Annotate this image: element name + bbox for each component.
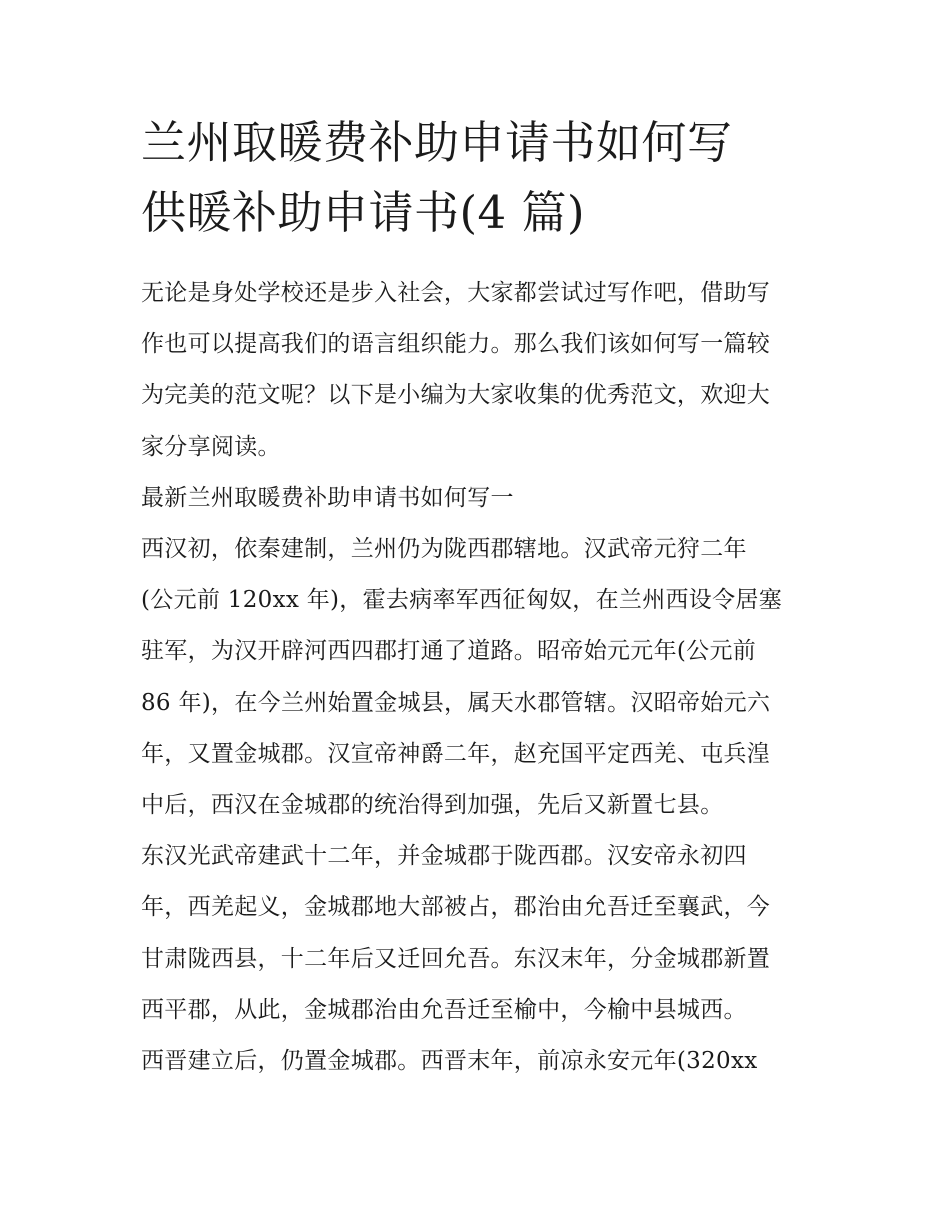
document-body <box>141 268 813 1087</box>
section-heading: 最新兰州取暖费补助申请书如何写一 <box>141 484 514 511</box>
body-line: 86 年)，在今兰州始置金城县，属天水郡管辖。汉昭帝始元六 <box>141 689 771 716</box>
body-line: 年，西羌起义，金城郡地大部被占，郡治由允吾迁至襄武，今 <box>141 894 771 921</box>
body-line: 无论是身处学校还是步入社会，大家都尝试过写作吧，借助写 <box>141 280 771 306</box>
document-title-line-1: 兰州取暖费补助申请书如何写 <box>141 116 733 169</box>
body-line: 年，又置金城郡。汉宣帝神爵二年，赵充国平定西羌、屯兵湟 <box>141 740 771 767</box>
body-line: 西平郡，从此，金城郡治由允吾迁至榆中，今榆中县城西。 <box>141 996 747 1023</box>
body-line: 作也可以提高我们的语言组织能力。那么我们该如何写一篇较 <box>141 331 771 358</box>
document-title-line-2: 供暖补助申请书(4 篇) <box>141 186 586 239</box>
document-content <box>141 108 813 1087</box>
body-line: 驻军，为汉开辟河西四郡打通了道路。昭帝始元元年(公元前 <box>141 638 757 665</box>
body-line: 西晋建立后，仍置金城郡。西晋末年，前凉永安元年(320xx <box>141 1048 758 1075</box>
body-line: 家分享阅读。 <box>141 433 281 460</box>
body-line: 中后，西汉在金城郡的统治得到加强，先后又新置七县。 <box>141 792 724 819</box>
body-line: (公元前 120xx 年)，霍去病率军西征匈奴，在兰州西设令居塞 <box>141 587 783 614</box>
body-line: 为完美的范文呢？以下是小编为大家收集的优秀范文，欢迎大 <box>141 382 771 409</box>
body-line: 甘肃陇西县，十二年后又迁回允吾。东汉末年，分金城郡新置 <box>141 945 771 972</box>
body-line: 西汉初，依秦建制，兰州仍为陇西郡辖地。汉武帝元狩二年 <box>141 536 747 563</box>
body-line: 东汉光武帝建武十二年，并金城郡于陇西郡。汉安帝永初四 <box>141 843 747 870</box>
